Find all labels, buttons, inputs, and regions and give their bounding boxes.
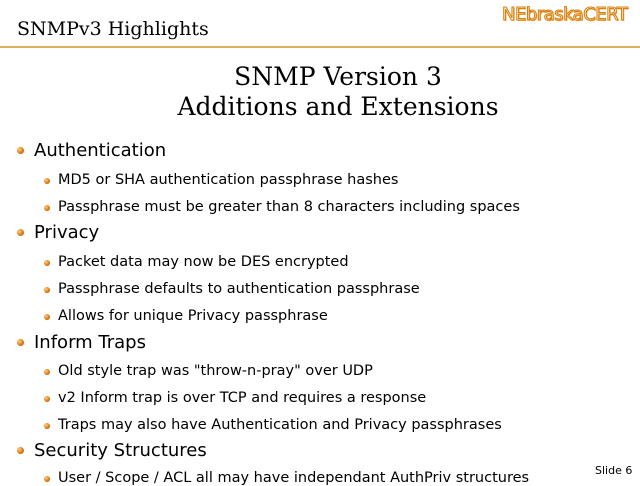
sub-bullet-label: Old style trap was "throw-n-pray" over UDP: [58, 363, 373, 379]
bullet-label: Security Structures: [34, 440, 207, 461]
bullet-icon: [44, 205, 50, 211]
bullet-security-structures: [34, 440, 207, 461]
slide-title-line-1: SNMP Version 3: [234, 62, 442, 91]
bullet-icon: [17, 447, 24, 454]
bullet-icon: [44, 287, 50, 293]
header-title: SNMPv3 Highlights: [17, 18, 209, 40]
sub-bullet-label: v2 Inform trap is over TCP and requires a response: [58, 390, 427, 406]
sub-bullet: [58, 199, 520, 215]
sub-bullet-label: Traps may also have Authentication and Privacy passphrases: [58, 417, 502, 433]
bullet-icon: [44, 260, 50, 266]
bullet-icon: [44, 369, 50, 375]
bullet-icon: [17, 339, 24, 346]
sub-bullet: [58, 390, 426, 406]
bullet-label: Inform Traps: [34, 332, 146, 353]
bullet-icon: [17, 229, 24, 236]
bullet-icon: [44, 314, 50, 320]
sub-bullet: [58, 281, 420, 297]
bullet-icon: [44, 423, 50, 429]
sub-bullet: [58, 470, 529, 486]
sub-bullet-label: Packet data may now be DES encrypted: [58, 254, 349, 270]
bullet-privacy: [34, 222, 99, 243]
slide-title-line-2: Additions and Extensions: [177, 92, 499, 121]
bullet-icon: [44, 396, 50, 402]
sub-bullet: [58, 308, 328, 324]
sub-bullet: [58, 417, 502, 433]
bullet-label: Privacy: [34, 222, 100, 243]
sub-bullet: [58, 363, 373, 379]
bullet-icon: [17, 147, 24, 154]
bullet-inform-traps: [34, 332, 146, 353]
slide-number: Slide 6: [595, 464, 633, 477]
bullet-icon: [44, 476, 50, 482]
bullet-authentication: [34, 140, 166, 161]
sub-bullet-label: Passphrase defaults to authentication passphrase: [58, 281, 420, 297]
sub-bullet: [58, 254, 349, 270]
sub-bullet: [58, 172, 398, 188]
sub-bullet-label: MD5 or SHA authentication passphrase hashes: [58, 172, 399, 188]
nebraskacert-logo: NEbraskaCERT: [502, 4, 628, 25]
sub-bullet-label: User / Scope / ACL all may have independant AuthPriv structures: [58, 470, 530, 486]
bullet-icon: [44, 178, 50, 184]
bullet-label: Authentication: [34, 140, 167, 161]
sub-bullet-label: Passphrase must be greater than 8 characters including spaces: [58, 199, 520, 215]
sub-bullet-label: Allows for unique Privacy passphrase: [58, 308, 328, 324]
